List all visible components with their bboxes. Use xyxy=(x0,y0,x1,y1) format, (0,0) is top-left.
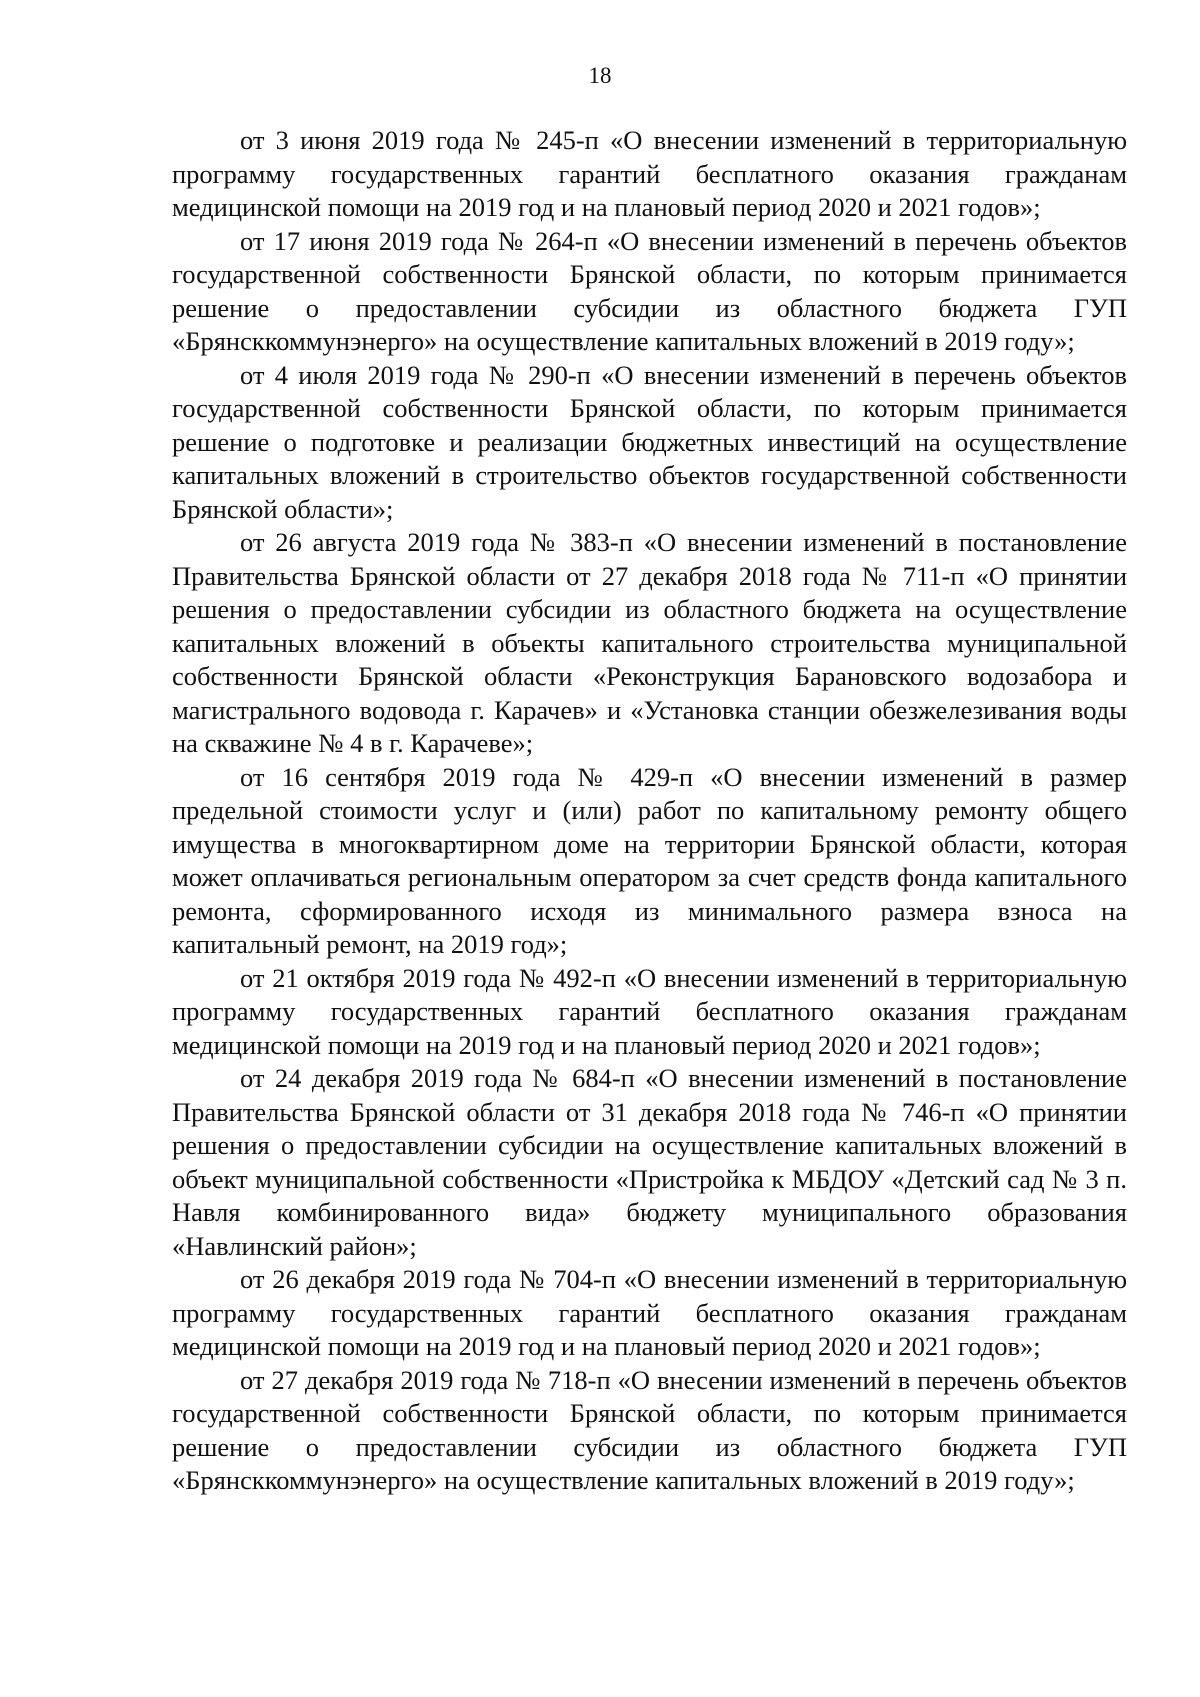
paragraph-resolution-704: от 26 декабря 2019 года № 704-п «О внесении изменений в территориальную программу государственных гарантий бесплатного оказания гражданам медицинской помощи на 2019 год и на плановый период 2020 и 2021 годов»; xyxy=(172,1264,1127,1361)
paragraph-resolution-718: от 27 декабря 2019 года № 718-п «О внесении изменений в перечень объектов государственной собственности Брянской области, по которым принимается решение о предоставлении субсидии из областного бюджета ГУП «Брянсккоммунэнерго» на осуществление капитальных вложений в 2019 году»; xyxy=(172,1364,1127,1495)
paragraph-resolution-429: от 16 сентября 2019 года № 429-п «О внесении изменений в размер предельной стоимости услуг и (или) работ по капитальному ремонту общего имущества в многоквартирном доме на территории Брянской области, которая может оплачиваться региональным оператором за счет средств фонда капитального ремонта, сформированного исходя из минимального размера взноса на капитальный ремонт, на 2019 год»; xyxy=(172,761,1127,959)
page-number: 18 xyxy=(588,63,612,88)
paragraph-resolution-684: от 24 декабря 2019 года № 684-п «О внесении изменений в постановление Правительства Брянской области от 31 декабря 2018 года № 746-п «О принятии решения о предоставлении субсидии на осуществление капитальных вложений в объект муниципальной собственности «Пристройка к МБДОУ «Детский сад № 3 п. Навля комбинированного вида» бюджету муниципального образования «Навлинский район»; xyxy=(172,1063,1127,1261)
paragraph-resolution-290: от 4 июля 2019 года № 290-п «О внесении изменений в перечень объектов государственной собственности Брянской области, по которым принимается решение о подготовке и реализации бюджетных инвестиций на осуществление капитальных вложений в строительство объектов государственной собственности Брянской области»; xyxy=(172,359,1127,524)
paragraph-resolution-245: от 3 июня 2019 года № 245-п «О внесении изменений в территориальную программу государственных гарантий бесплатного оказания гражданам медицинской помощи на 2019 год и на плановый период 2020 и 2021 годов»; xyxy=(172,125,1127,222)
paragraph-resolution-492: от 21 октября 2019 года № 492-п «О внесении изменений в территориальную программу государственных гарантий бесплатного оказания гражданам медицинской помощи на 2019 год и на плановый период 2020 и 2021 годов»; xyxy=(172,962,1127,1060)
paragraph-resolution-383: от 26 августа 2019 года № 383-п «О внесении изменений в постановление Правительства Брянской области от 27 декабря 2018 года № 711-п «О принятии решения о предоставлении субсидии из областного бюджета на осуществление капитальных вложений в объекты капитального строительства муниципальной собственности Брянской области «Реконструкция Барановского водозабора и магистрального водовода г. Карачев» и «Установка станции обезжелезивания воды на скважине № 4 в г. Карачеве»; xyxy=(172,527,1127,758)
paragraph-resolution-264: от 17 июня 2019 года № 264-п «О внесении изменений в перечень объектов государственной собственности Брянской области, по которым принимается решение о предоставлении субсидии из областного бюджета ГУП «Брянсккоммунэнерго» на осуществление капитальных вложений в 2019 году»; xyxy=(172,225,1127,356)
document-body xyxy=(172,124,1127,1498)
